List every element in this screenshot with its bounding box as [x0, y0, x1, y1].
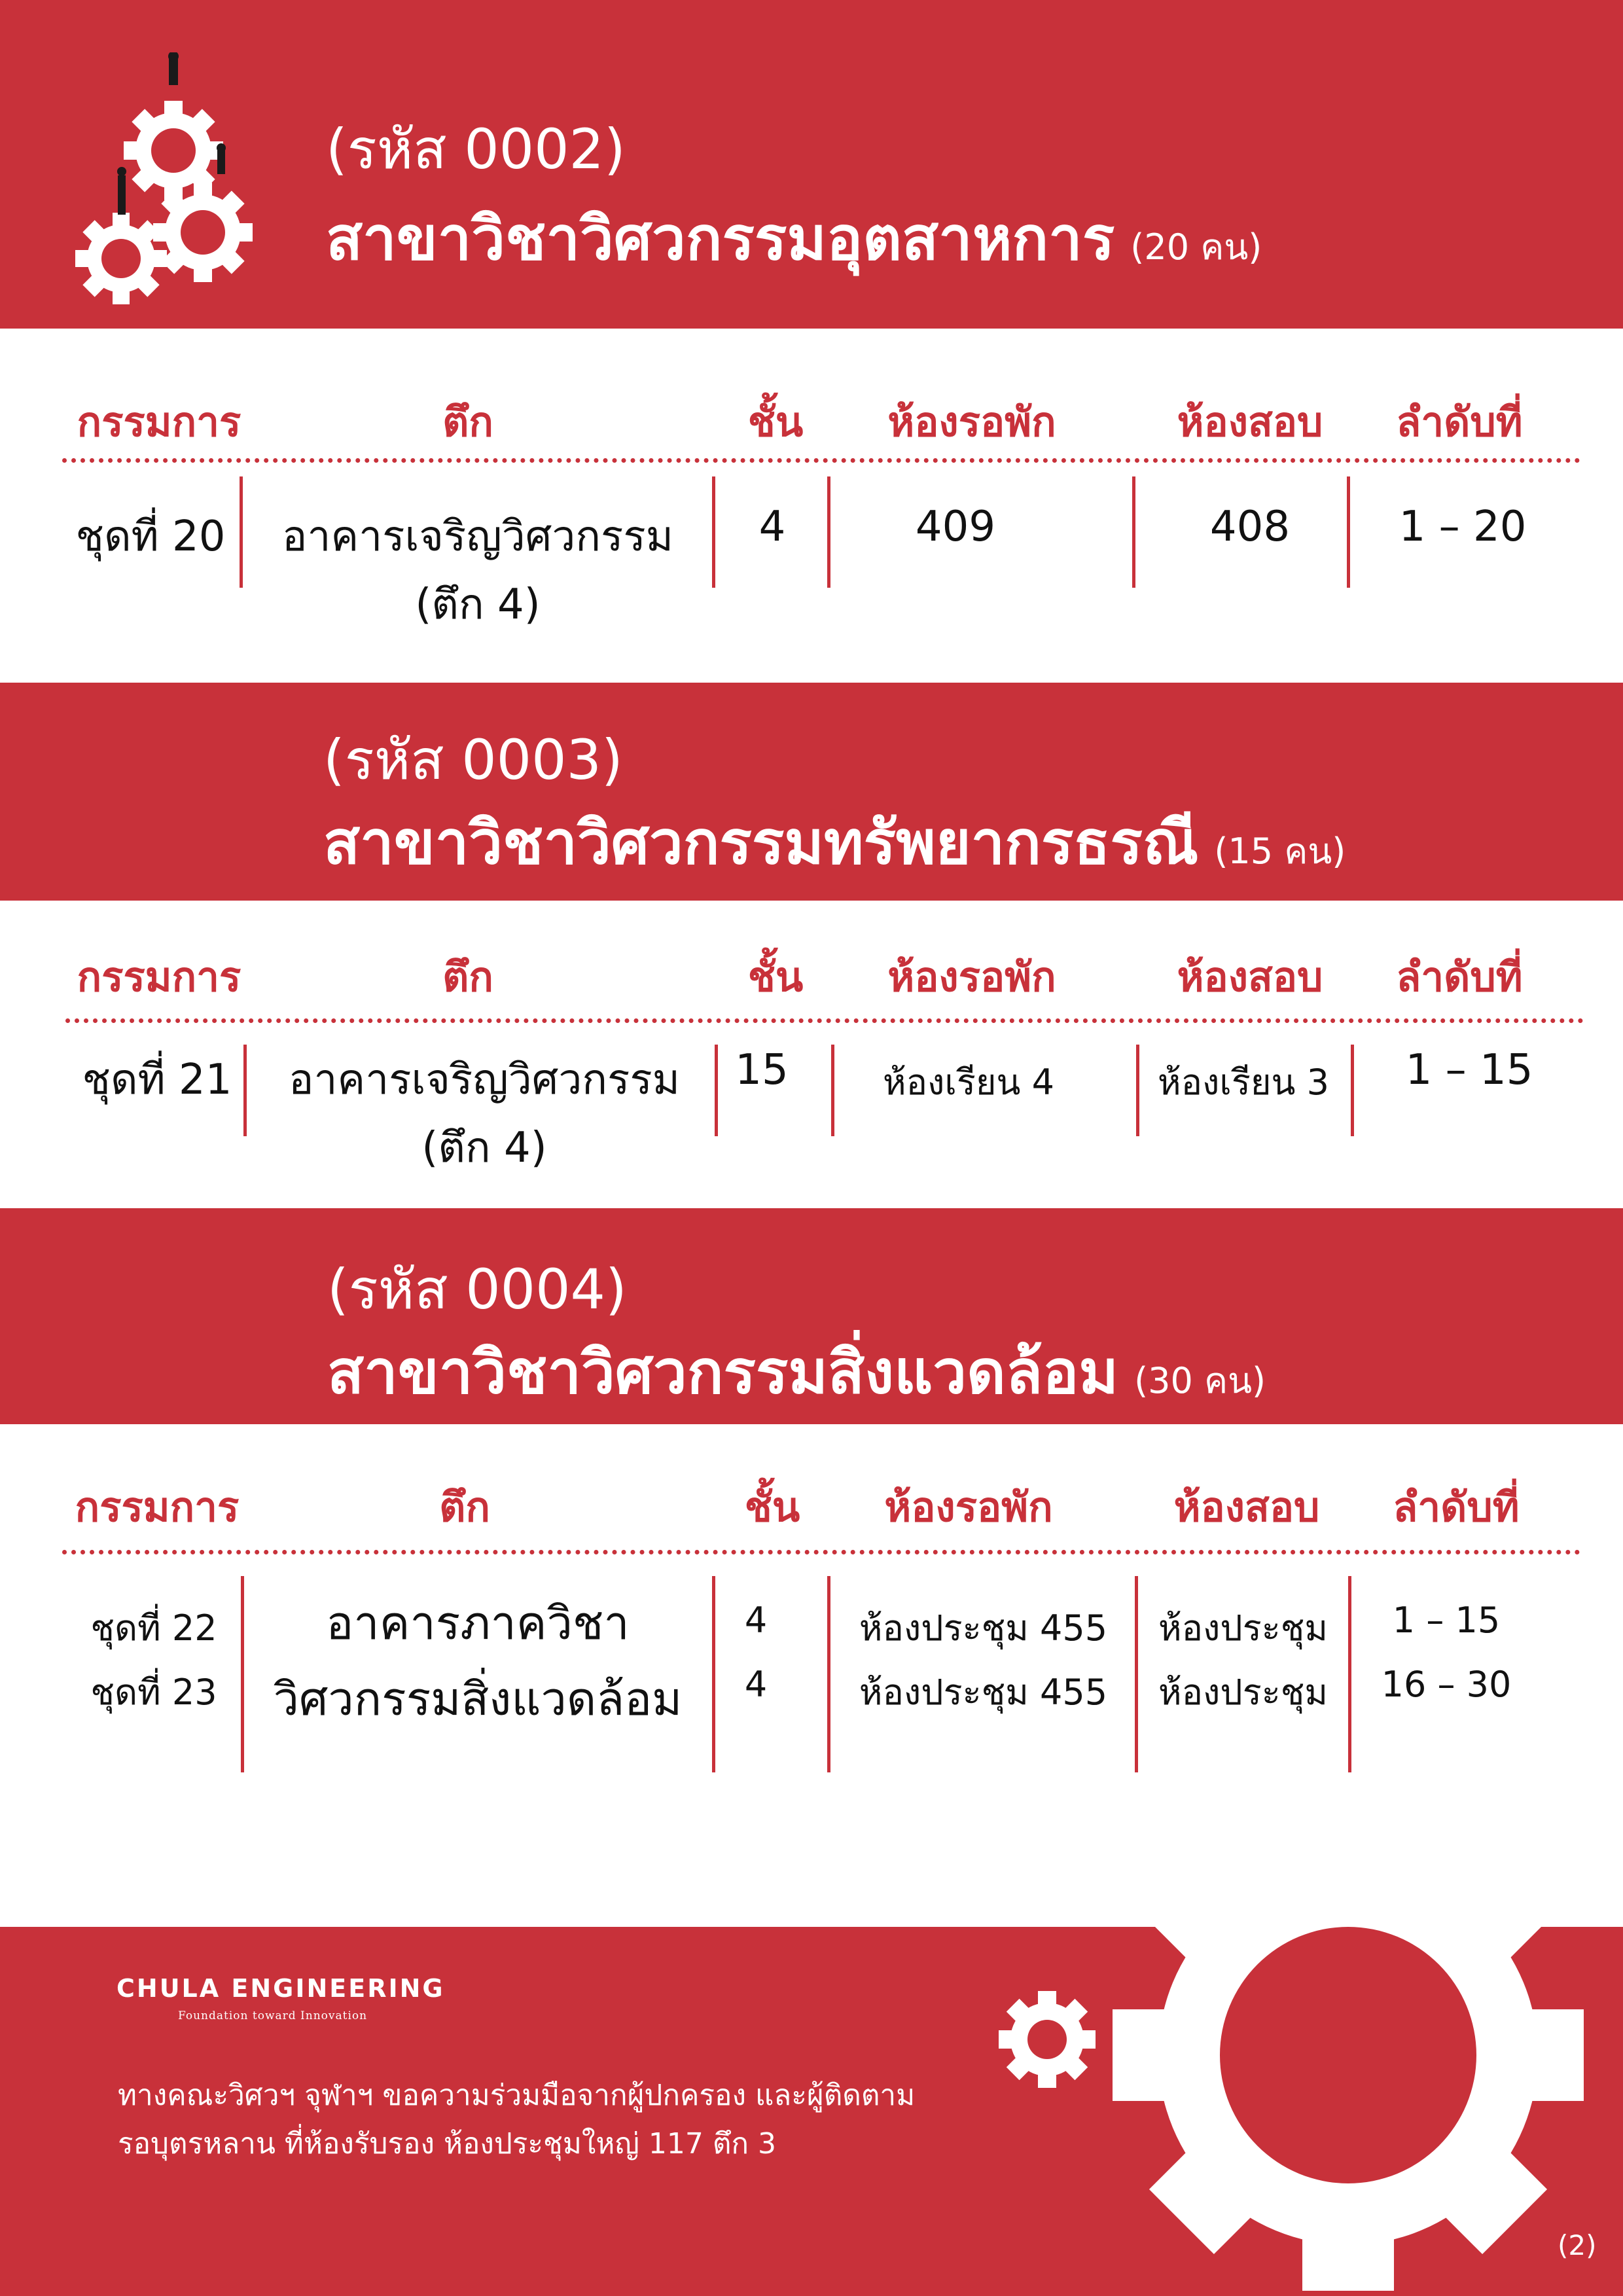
- column-divider: [715, 1045, 718, 1136]
- cell-committee: ชุดที่ 22: [90, 1607, 217, 1649]
- column-divider: [241, 1576, 244, 1772]
- col-header-waiting-room: ห้องรอพัก: [887, 398, 1056, 446]
- cell-committee: ชุดที่ 23: [90, 1672, 217, 1713]
- col-header-order: ลำดับที่: [1393, 1483, 1520, 1531]
- cell-waiting-room: ห้องประชุม 455: [859, 1672, 1108, 1713]
- column-divider: [1132, 476, 1135, 588]
- column-divider: [827, 476, 830, 588]
- gears-with-people-icon: [72, 52, 262, 308]
- col-header-order: ลำดับที่: [1396, 953, 1523, 1001]
- col-header-waiting-room: ห้องรอพัก: [887, 953, 1056, 1001]
- cell-building: อาคารภาควิชา: [326, 1596, 630, 1650]
- section-title-text: สาขาวิชาวิศวกรรมอุตสาหการ: [326, 204, 1115, 274]
- col-header-floor: ชั้น: [744, 1483, 800, 1531]
- col-header-floor: ชั้น: [747, 953, 804, 1001]
- cell-floor: 4: [744, 1600, 768, 1641]
- col-header-exam-room: ห้องสอบ: [1177, 953, 1323, 1001]
- cell-building-sub: (ตึก 4): [421, 1124, 547, 1172]
- cell-exam-room: ห้องเรียน 3: [1158, 1062, 1329, 1103]
- header-divider: [62, 458, 1580, 463]
- logo-tagline: Foundation toward Innovation: [178, 2009, 368, 2022]
- section-count: (30 คน): [1134, 1360, 1266, 1401]
- cell-floor: 4: [744, 1664, 768, 1705]
- cell-floor: 15: [735, 1046, 789, 1094]
- section-title-text: สาขาวิชาวิศวกรรมสิ่งแวดล้อม: [327, 1337, 1119, 1407]
- column-divider: [827, 1576, 830, 1772]
- col-header-building: ตึก: [442, 953, 493, 1001]
- col-header-committee: กรรมการ: [77, 398, 241, 446]
- chula-engineering-logo: CHULA ENGINEERING: [116, 1974, 445, 2003]
- footer-note-line2: รอบุตรหลาน ที่ห้องรับรอง ห้องประชุมใหญ่ 117 ตึก 3: [118, 2127, 777, 2161]
- header-divider: [62, 1550, 1580, 1554]
- cell-building: อาคารเจริญวิศวกรรม: [289, 1056, 680, 1104]
- footer-note-line1: ทางคณะวิศวฯ จุฬาฯ ขอความร่วมมือจากผู้ปกครอง และผู้ติดตาม: [118, 2079, 916, 2112]
- cell-exam-room: ห้องประชุม: [1158, 1607, 1328, 1649]
- section-count: (20 คน): [1130, 226, 1262, 268]
- col-header-floor: ชั้น: [747, 398, 804, 446]
- cell-building: อาคารเจริญวิศวกรรม: [282, 512, 673, 561]
- column-divider: [712, 1576, 715, 1772]
- section-title-text: สาขาวิชาวิศวกรรมทรัพยากรธรณี: [323, 808, 1199, 878]
- column-divider: [831, 1045, 834, 1136]
- column-divider: [1348, 1576, 1351, 1772]
- cell-committee: ชุดที่ 20: [75, 512, 226, 561]
- column-divider: [712, 476, 715, 588]
- cell-waiting-room: ห้องประชุม 455: [859, 1607, 1108, 1649]
- column-divider: [1351, 1045, 1354, 1136]
- col-header-exam-room: ห้องสอบ: [1177, 398, 1323, 446]
- section-code: (รหัส 0003): [323, 728, 623, 792]
- section-header-industrial: [0, 0, 1623, 329]
- large-gear-icon: [1099, 1820, 1597, 2296]
- cell-floor: 4: [758, 503, 786, 551]
- column-divider: [240, 476, 243, 588]
- col-header-building: ตึก: [442, 398, 493, 446]
- section-count: (15 คน): [1214, 831, 1346, 872]
- cell-waiting-room: ห้องเรียน 4: [883, 1062, 1054, 1103]
- section-header-georesources: [0, 683, 1623, 901]
- cell-order: 1 – 15: [1405, 1046, 1533, 1094]
- cell-order: 16 – 30: [1381, 1664, 1512, 1705]
- section-title: [323, 794, 1346, 890]
- page-number: (2): [1558, 2229, 1597, 2261]
- cell-waiting-room: 409: [915, 503, 996, 551]
- section-code: (รหัส 0002): [326, 117, 626, 181]
- section-title: [327, 1323, 1266, 1420]
- header-divider: [65, 1018, 1584, 1023]
- section-title: [326, 190, 1262, 286]
- column-divider: [243, 1045, 247, 1136]
- col-header-waiting-room: ห้องรอพัก: [884, 1483, 1053, 1531]
- col-header-committee: กรรมการ: [75, 1483, 240, 1531]
- column-divider: [1135, 1576, 1138, 1772]
- column-divider: [1136, 1045, 1139, 1136]
- col-header-committee: กรรมการ: [77, 953, 241, 1001]
- cell-exam-room: ห้องประชุม: [1158, 1672, 1328, 1713]
- col-header-building: ตึก: [439, 1483, 490, 1531]
- cell-building-sub: วิศวกรรมสิ่งแวดล้อม: [273, 1672, 683, 1726]
- section-header-environmental: [0, 1208, 1623, 1424]
- cell-exam-room: 408: [1209, 503, 1291, 551]
- small-gear-icon: [995, 1987, 1099, 2092]
- cell-building-sub: (ตึก 4): [415, 581, 541, 629]
- col-header-order: ลำดับที่: [1396, 398, 1523, 446]
- cell-committee: ชุดที่ 21: [82, 1056, 232, 1104]
- cell-order: 1 – 20: [1399, 503, 1527, 551]
- section-code: (รหัส 0004): [327, 1257, 627, 1321]
- col-header-exam-room: ห้องสอบ: [1173, 1483, 1320, 1531]
- cell-order: 1 – 15: [1392, 1600, 1501, 1641]
